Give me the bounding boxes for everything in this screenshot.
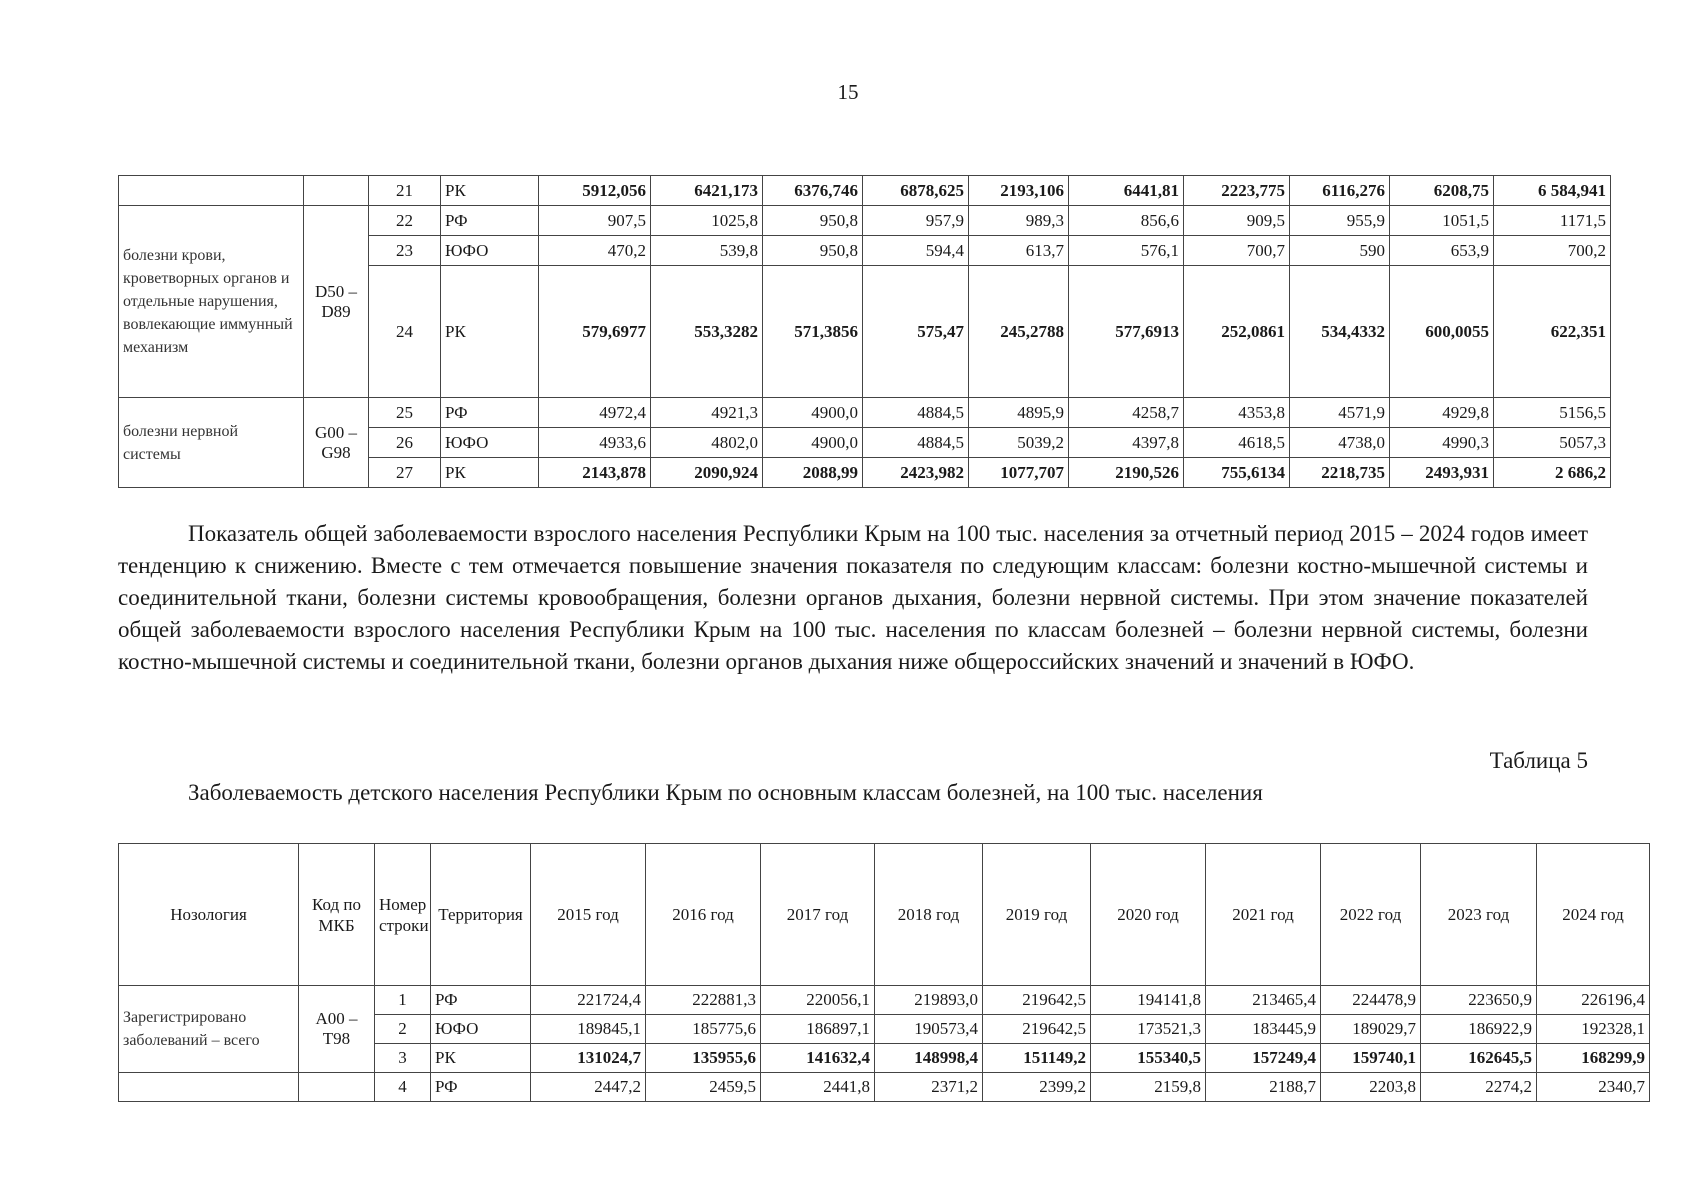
header-icd-code: Код по МКБ [299, 844, 375, 986]
row-number-cell: 26 [369, 428, 441, 458]
value-cell: 222881,3 [646, 986, 761, 1015]
row-number-cell: 25 [369, 398, 441, 428]
value-cell: 5156,5 [1494, 398, 1611, 428]
value-cell: 141632,4 [761, 1044, 875, 1073]
value-cell: 700,7 [1184, 236, 1290, 266]
header-row-number: Номер строки [375, 844, 431, 986]
value-cell: 594,4 [863, 236, 969, 266]
header-year: 2024 год [1537, 844, 1650, 986]
value-cell: 2090,924 [651, 458, 763, 488]
value-cell: 622,351 [1494, 266, 1611, 398]
value-cell: 2447,2 [531, 1073, 646, 1102]
value-cell: 2399,2 [983, 1073, 1091, 1102]
table-row [119, 1073, 1650, 1102]
header-year: 2021 год [1206, 844, 1321, 986]
value-cell: 4618,5 [1184, 428, 1290, 458]
header-year: 2017 год [761, 844, 875, 986]
value-cell: 2459,5 [646, 1073, 761, 1102]
territory-cell: ЮФО [441, 428, 539, 458]
value-cell: 4895,9 [969, 398, 1069, 428]
row-number-cell: 3 [375, 1044, 431, 1073]
header-nosology: Нозология [119, 844, 299, 986]
value-cell: 192328,1 [1537, 1015, 1650, 1044]
territory-cell: РК [431, 1044, 531, 1073]
table-label: Таблица 5 [1489, 748, 1588, 773]
value-cell: 909,5 [1184, 206, 1290, 236]
value-cell: 4258,7 [1069, 398, 1184, 428]
value-cell: 5912,056 [539, 176, 651, 206]
value-cell: 4397,8 [1069, 428, 1184, 458]
value-cell: 6421,173 [651, 176, 763, 206]
value-cell: 252,0861 [1184, 266, 1290, 398]
icd-code-cell [304, 176, 369, 206]
value-cell: 4933,6 [539, 428, 651, 458]
value-cell: 6116,276 [1290, 176, 1390, 206]
territory-cell: РФ [431, 986, 531, 1015]
value-cell: 162645,5 [1421, 1044, 1537, 1073]
territory-cell: РФ [441, 206, 539, 236]
value-cell: 577,6913 [1069, 266, 1184, 398]
value-cell: 2203,8 [1321, 1073, 1421, 1102]
value-cell: 219642,5 [983, 986, 1091, 1015]
value-cell: 4571,9 [1290, 398, 1390, 428]
icd-code-cell: G00 – G98 [304, 398, 369, 488]
value-cell: 2188,7 [1206, 1073, 1321, 1102]
value-cell: 223650,9 [1421, 986, 1537, 1015]
value-cell: 189845,1 [531, 1015, 646, 1044]
row-number-cell: 21 [369, 176, 441, 206]
territory-cell: РФ [431, 1073, 531, 1102]
value-cell: 2190,526 [1069, 458, 1184, 488]
territory-cell: РК [441, 176, 539, 206]
table-row [119, 986, 1650, 1015]
value-cell: 1171,5 [1494, 206, 1611, 236]
row-number-cell: 22 [369, 206, 441, 236]
territory-cell: РК [441, 266, 539, 398]
value-cell: 245,2788 [969, 266, 1069, 398]
value-cell: 2143,878 [539, 458, 651, 488]
value-cell: 6441,81 [1069, 176, 1184, 206]
value-cell: 4353,8 [1184, 398, 1290, 428]
row-number-cell: 23 [369, 236, 441, 266]
value-cell: 2218,735 [1290, 458, 1390, 488]
paragraph-text: Показатель общей заболеваемости взрослого населения Республики Крым на 100 тыс. населения за отчетный период 2015 – 2024 годов имеет тенденцию к снижению. Вместе с тем отмечается повышение значения показателя по следующим классам: болезни костно-мышечной системы и соединительной ткани, болезни системы кровообращения, болезни органов дыхания, болезни нервной системы. При этом значение показателей общей заболеваемости взрослого населения Республики Крым на 100 тыс. населения по классам болезней – болезни нервной системы, болезни костно-мышечной системы и соединительной ткани, болезни органов дыхания ниже общероссийских значений и значений в ЮФО. [118, 521, 1588, 674]
value-cell: 950,8 [763, 236, 863, 266]
header-year: 2019 год [983, 844, 1091, 986]
value-cell: 2371,2 [875, 1073, 983, 1102]
row-number-cell: 4 [375, 1073, 431, 1102]
row-number-cell: 2 [375, 1015, 431, 1044]
disease-table-children [118, 843, 1650, 1102]
value-cell: 2274,2 [1421, 1073, 1537, 1102]
value-cell: 4990,3 [1390, 428, 1494, 458]
value-cell: 186922,9 [1421, 1015, 1537, 1044]
header-year: 2020 год [1091, 844, 1206, 986]
value-cell: 135955,6 [646, 1044, 761, 1073]
value-cell: 168299,9 [1537, 1044, 1650, 1073]
value-cell: 553,3282 [651, 266, 763, 398]
territory-cell: ЮФО [441, 236, 539, 266]
value-cell: 470,2 [539, 236, 651, 266]
row-number-cell: 27 [369, 458, 441, 488]
value-cell: 700,2 [1494, 236, 1611, 266]
value-cell: 4802,0 [651, 428, 763, 458]
value-cell: 2088,99 [763, 458, 863, 488]
value-cell: 2159,8 [1091, 1073, 1206, 1102]
value-cell: 600,0055 [1390, 266, 1494, 398]
nosology-cell: Зарегистрировано заболеваний – всего [119, 986, 299, 1073]
value-cell: 155340,5 [1091, 1044, 1206, 1073]
value-cell: 575,47 [863, 266, 969, 398]
value-cell: 157249,4 [1206, 1044, 1321, 1073]
nosology-cell [119, 176, 304, 206]
row-number-cell: 24 [369, 266, 441, 398]
value-cell: 6208,75 [1390, 176, 1494, 206]
value-cell: 2223,775 [1184, 176, 1290, 206]
value-cell: 185775,6 [646, 1015, 761, 1044]
value-cell: 4884,5 [863, 428, 969, 458]
value-cell: 6376,746 [763, 176, 863, 206]
value-cell: 4929,8 [1390, 398, 1494, 428]
value-cell: 856,6 [1069, 206, 1184, 236]
page-number: 15 [837, 80, 859, 104]
value-cell: 190573,4 [875, 1015, 983, 1044]
value-cell: 539,8 [651, 236, 763, 266]
value-cell: 148998,4 [875, 1044, 983, 1073]
value-cell: 1051,5 [1390, 206, 1494, 236]
value-cell: 2493,931 [1390, 458, 1494, 488]
table-row [119, 176, 1611, 206]
value-cell: 6878,625 [863, 176, 969, 206]
icd-code-cell [299, 1073, 375, 1102]
header-territory: Территория [431, 844, 531, 986]
row-number-cell: 1 [375, 986, 431, 1015]
header-year: 2018 год [875, 844, 983, 986]
value-cell: 6 584,941 [1494, 176, 1611, 206]
value-cell: 755,6134 [1184, 458, 1290, 488]
value-cell: 186897,1 [761, 1015, 875, 1044]
value-cell: 4900,0 [763, 398, 863, 428]
header-year: 2016 год [646, 844, 761, 986]
territory-cell: РК [441, 458, 539, 488]
table-row [119, 206, 1611, 236]
value-cell: 576,1 [1069, 236, 1184, 266]
value-cell: 224478,9 [1321, 986, 1421, 1015]
territory-cell: РФ [441, 398, 539, 428]
value-cell: 1025,8 [651, 206, 763, 236]
value-cell: 173521,3 [1091, 1015, 1206, 1044]
value-cell: 151149,2 [983, 1044, 1091, 1073]
value-cell: 213465,4 [1206, 986, 1321, 1015]
value-cell: 159740,1 [1321, 1044, 1421, 1073]
value-cell: 220056,1 [761, 986, 875, 1015]
value-cell: 4972,4 [539, 398, 651, 428]
value-cell: 2340,7 [1537, 1073, 1650, 1102]
nosology-cell [119, 1073, 299, 1102]
icd-code-cell: А00 – Т98 [299, 986, 375, 1073]
header-year: 2015 год [531, 844, 646, 986]
nosology-cell: болезни крови, кроветворных органов и отдельные нарушения, вовлекающие иммунный механизм [119, 206, 304, 398]
value-cell: 2193,106 [969, 176, 1069, 206]
value-cell: 571,3856 [763, 266, 863, 398]
value-cell: 4884,5 [863, 398, 969, 428]
value-cell: 907,5 [539, 206, 651, 236]
value-cell: 1077,707 [969, 458, 1069, 488]
value-cell: 955,9 [1290, 206, 1390, 236]
nosology-cell: болезни нервной системы [119, 398, 304, 488]
value-cell: 534,4332 [1290, 266, 1390, 398]
value-cell: 4900,0 [763, 428, 863, 458]
value-cell: 2441,8 [761, 1073, 875, 1102]
value-cell: 5057,3 [1494, 428, 1611, 458]
value-cell: 219642,5 [983, 1015, 1091, 1044]
value-cell: 579,6977 [539, 266, 651, 398]
value-cell: 957,9 [863, 206, 969, 236]
table-title: Заболеваемость детского населения Республики Крым по основным классам болезней, на 100 тыс. населения [188, 780, 1263, 805]
territory-cell: ЮФО [431, 1015, 531, 1044]
value-cell: 2 686,2 [1494, 458, 1611, 488]
value-cell: 989,3 [969, 206, 1069, 236]
value-cell: 189029,7 [1321, 1015, 1421, 1044]
value-cell: 4738,0 [1290, 428, 1390, 458]
header-year: 2023 год [1421, 844, 1537, 986]
body-paragraph [118, 518, 1588, 678]
value-cell: 219893,0 [875, 986, 983, 1015]
value-cell: 183445,9 [1206, 1015, 1321, 1044]
value-cell: 653,9 [1390, 236, 1494, 266]
value-cell: 590 [1290, 236, 1390, 266]
value-cell: 613,7 [969, 236, 1069, 266]
value-cell: 2423,982 [863, 458, 969, 488]
value-cell: 221724,4 [531, 986, 646, 1015]
value-cell: 5039,2 [969, 428, 1069, 458]
icd-code-cell: D50 – D89 [304, 206, 369, 398]
table-header-row [119, 844, 1650, 986]
value-cell: 950,8 [763, 206, 863, 236]
value-cell: 194141,8 [1091, 986, 1206, 1015]
header-year: 2022 год [1321, 844, 1421, 986]
table-row [119, 398, 1611, 428]
value-cell: 131024,7 [531, 1044, 646, 1073]
disease-table-adults [118, 175, 1611, 488]
value-cell: 4921,3 [651, 398, 763, 428]
value-cell: 226196,4 [1537, 986, 1650, 1015]
